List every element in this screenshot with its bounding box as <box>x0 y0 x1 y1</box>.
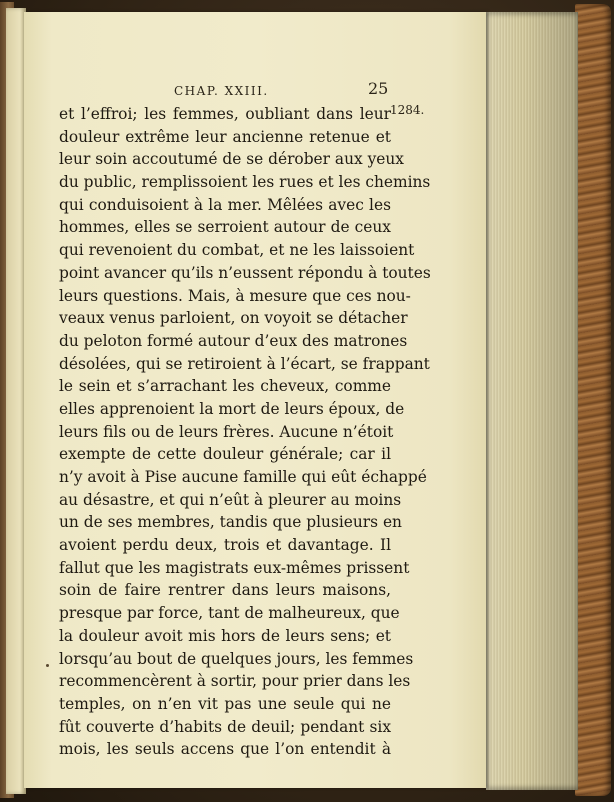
text-line: leur soin accoutumé de se dérober aux yeux <box>59 150 404 169</box>
text-line: qui revenoient du combat, et ne les laissoient <box>59 241 415 260</box>
text-line: soin de faire rentrer dans leurs maisons, <box>59 581 391 600</box>
text-line: veaux venus parloient, on voyoit se détacher <box>59 309 408 328</box>
text-line: presque par force, tant de malheureux, que <box>59 604 400 623</box>
text-line: fallut que les magistrats eux-mêmes prissent <box>59 558 410 577</box>
text-line: recommencèrent à sortir, pour prier dans les <box>59 672 411 691</box>
text-line: au désastre, et qui n’eût à pleurer au moins <box>59 490 402 509</box>
text-line: et l’effroi; les femmes, oubliant dans leur <box>59 105 391 123</box>
text-line: leurs fils ou de leurs frères. Aucune n’étoit <box>59 422 394 441</box>
ink-speck <box>46 664 49 667</box>
running-head: CHAP. XXIII. <box>174 84 269 98</box>
text-line: douleur extrême leur ancienne retenue et <box>59 127 391 146</box>
text-line: la douleur avoit mis hors de leurs sens; et <box>59 626 391 645</box>
page-stack-shading <box>486 12 578 790</box>
text-line: un de ses membres, tandis que plusieurs en <box>59 513 402 532</box>
text-line: le sein et s’arrachant les cheveux, comme <box>59 377 391 396</box>
text-line: lorsqu’au bout de quelques jours, les femmes <box>59 649 414 668</box>
text-line: elles apprenoient la mort de leurs époux, de <box>59 399 405 418</box>
text-line: temples, on n’en vit pas une seule qui ne <box>59 694 391 713</box>
text-line: fût couverte d’habits de deuil; pendant six <box>59 717 391 736</box>
text-line: point avancer qu’ils n’eussent répondu à toutes <box>59 263 431 282</box>
text-line: qui conduisoient à la mer. Mêlées avec les <box>59 195 391 214</box>
margin-note-year: 1284. <box>390 103 425 117</box>
left-page-edge <box>6 8 26 794</box>
page-number: 25 <box>368 79 389 98</box>
text-line: mois, les seuls accens que l’on entendit à <box>59 740 391 759</box>
text-line: hommes, elles se serroient autour de ceux <box>59 218 391 237</box>
text-line: avoient perdu deux, trois et davantage. Il <box>59 536 391 555</box>
text-line: n’y avoit à Pise aucune famille qui eût échappé <box>59 468 427 486</box>
text-line: leurs questions. Mais, à mesure que ces nou- <box>59 286 411 305</box>
text-line: exempte de cette douleur générale; car il <box>59 445 391 464</box>
text-line: du public, remplissoient les rues et les chemins <box>59 173 431 192</box>
text-line: du peloton formé autour d’eux des matrones <box>59 331 408 350</box>
text-line: désolées, qui se retiroient à l’écart, se frappant <box>59 354 430 373</box>
book-cover-right <box>575 4 611 796</box>
